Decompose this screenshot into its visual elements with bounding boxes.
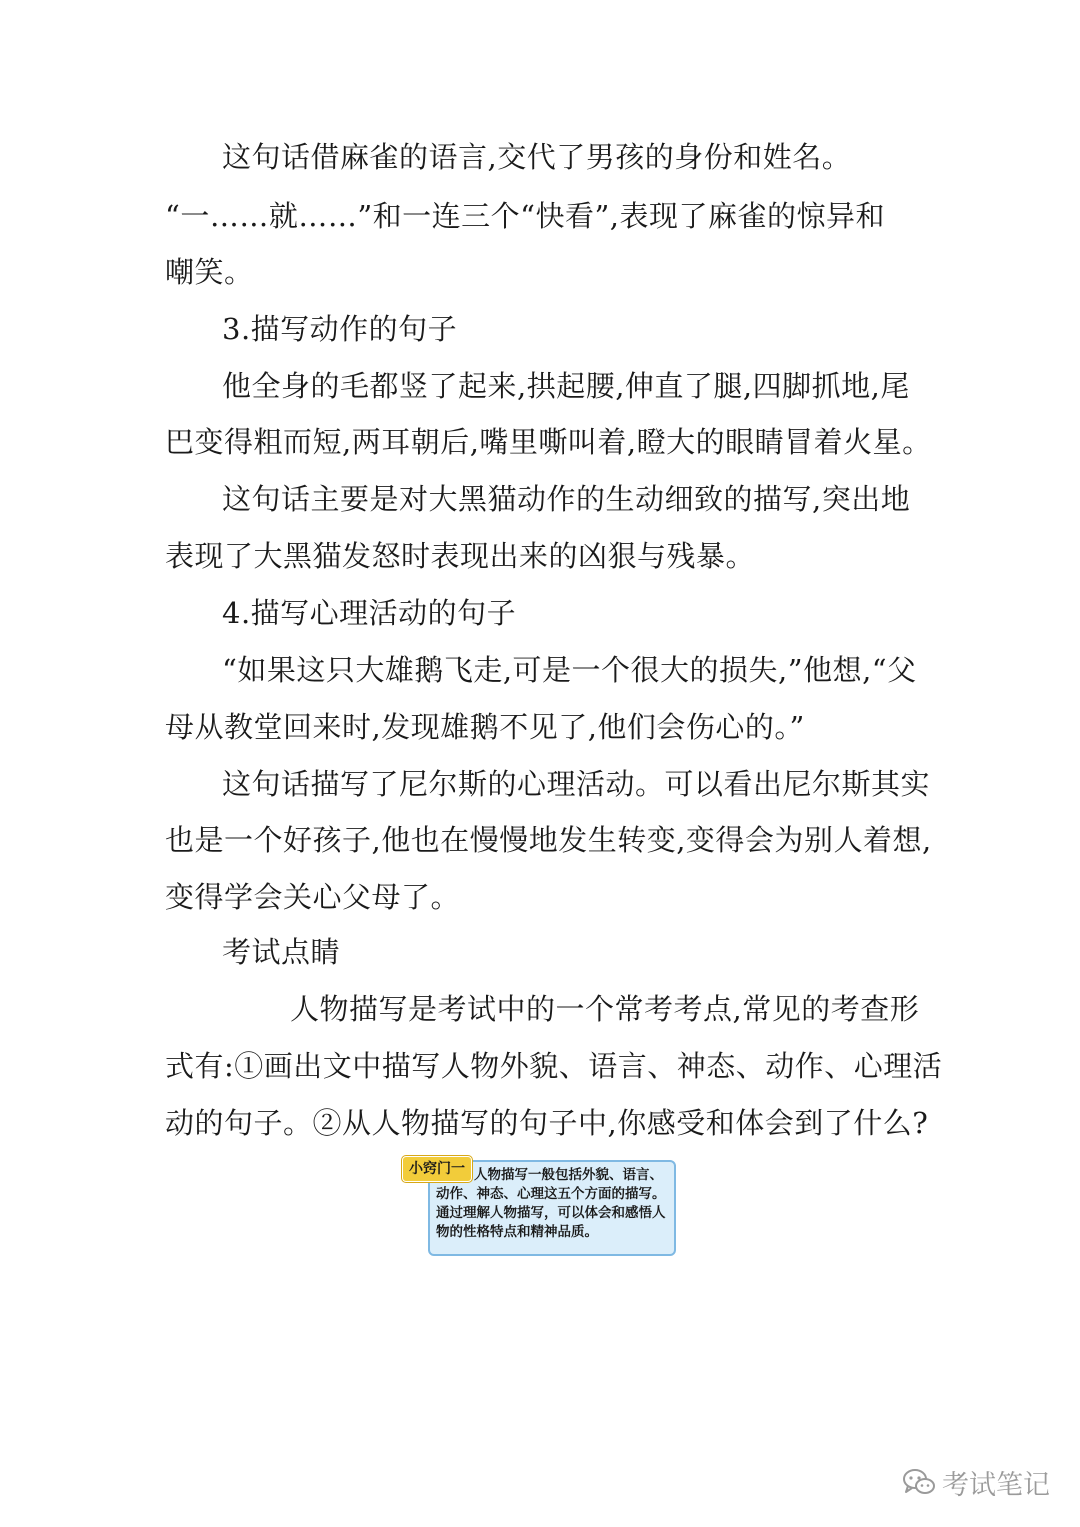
paragraph-line-6: 巴变得粗而短,两耳朝后,嘴里嘶叫着,瞪大的眼睛冒着火星。 (165, 425, 932, 459)
paragraph-line-3: 嘲笑。 (165, 255, 254, 289)
wechat-icon (902, 1467, 936, 1497)
section-heading-4: 4.描写心理活动的句子 (222, 596, 517, 630)
paragraph-line-12: 这句话描写了尼尔斯的心理活动。可以看出尼尔斯其实 (222, 767, 931, 801)
paragraph-line-1: 这句话借麻雀的语言,交代了男孩的身份和姓名。 (222, 140, 852, 174)
paragraph-line-17: 式有:①画出文中描写人物外貌、语言、神态、动作、心理活 (165, 1049, 943, 1083)
paragraph-line-2: “一……就……”和一连三个“快看”,表现了麻雀的惊异和 (165, 199, 886, 233)
tip-box (409, 1160, 676, 1256)
tip-label: 小窍门一 (402, 1156, 472, 1182)
paragraph-line-13: 也是一个好孩子,他也在慢慢地发生转变,变得会为别人着想, (165, 823, 932, 857)
watermark (902, 1460, 1050, 1504)
paragraph-line-8: 表现了大黑猫发怒时表现出来的凶狠与残暴。 (165, 539, 756, 573)
paragraph-line-10: “如果这只大雄鹅飞走,可是一个很大的损失,”他想,“父 (222, 653, 917, 687)
paragraph-line-14: 变得学会关心父母了。 (165, 880, 461, 914)
watermark-text: 考试笔记 (942, 1469, 1050, 1501)
paragraph-line-18: 动的句子。②从人物描写的句子中,你感受和体会到了什么? (165, 1106, 929, 1140)
tip-text: 人物描写一般包括外貌、语言、动作、神态、心理这五个方面的描写。通过理解人物描写，可以体会和感悟人物的性格特点和精神品质。 (436, 1167, 666, 1240)
paragraph-line-5: 他全身的毛都竖了起来,拱起腰,伸直了腿,四脚抓地,尾 (222, 369, 910, 403)
section-heading-exam: 考试点睛 (222, 935, 341, 969)
section-heading-3: 3.描写动作的句子 (222, 312, 458, 346)
paragraph-line-16: 人物描写是考试中的一个常考考点,常见的考查形 (290, 992, 920, 1026)
paragraph-line-7: 这句话主要是对大黑猫动作的生动细致的描写,突出地 (222, 482, 911, 516)
paragraph-line-11: 母从教堂回来时,发现雄鹅不见了,他们会伤心的。” (165, 710, 805, 744)
